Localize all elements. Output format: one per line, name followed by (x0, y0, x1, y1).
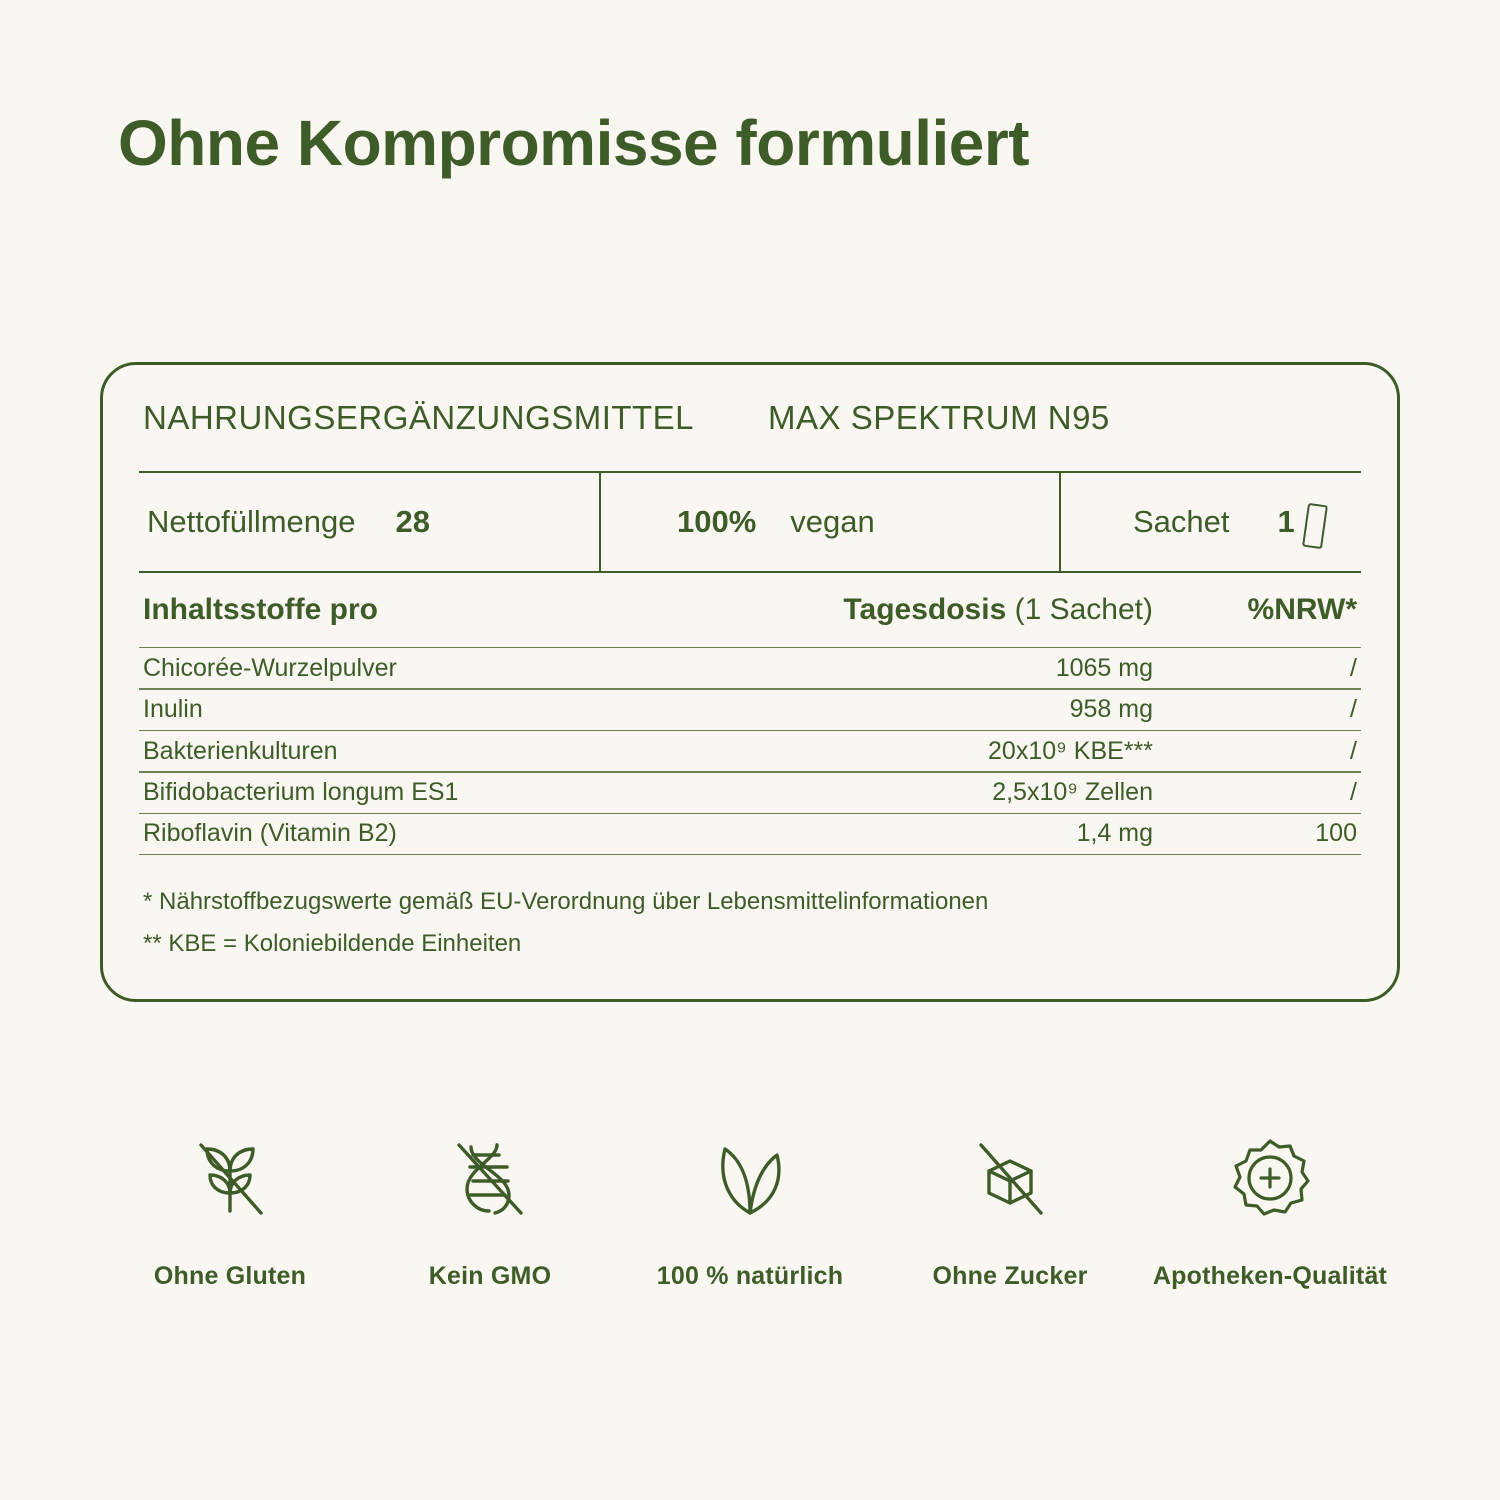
badge-100-natuerlich (620, 1120, 880, 1291)
column-header-daily-dose-rest: (1 Sachet) (1006, 593, 1153, 626)
ingredient-name: Riboflavin (Vitamin B2) (143, 819, 397, 848)
table-row (139, 731, 1361, 771)
dna-crossed-icon (437, 1120, 543, 1236)
ingredient-name: Bifidobacterium longum ES1 (143, 778, 459, 807)
trust-badges (100, 1120, 1400, 1291)
facts-strip (139, 473, 1361, 571)
ingredient-amount: 2,5x10⁹ Zellen (992, 778, 1153, 807)
badge-label: Ohne Zucker (932, 1262, 1088, 1290)
badge-label: Ohne Gluten (153, 1262, 307, 1290)
fact-sachet-value: 1 (1277, 504, 1295, 539)
page-title: Ohne Kompromisse formuliert (118, 107, 1030, 179)
table-row (139, 814, 1361, 854)
supplement-facts-panel (100, 362, 1400, 1002)
ingredients-table-body (139, 648, 1361, 855)
leaf-icon (697, 1120, 803, 1236)
fact-net-quantity-label: Nettofüllmenge (147, 504, 356, 539)
column-header-nrw: %NRW* (1247, 593, 1357, 626)
table-row (139, 648, 1361, 688)
fact-net-quantity-value: 28 (395, 504, 430, 539)
column-header-ingredients: Inhaltsstoffe pro (143, 593, 379, 626)
fact-vegan (599, 473, 1059, 571)
footnote-nrw: * Nährstoffbezugswerte gemäß EU-Verordnung über Lebensmittelinformationen (143, 888, 989, 916)
column-header-daily-dose-bold: Tagesdosis (843, 593, 1007, 626)
footnotes (139, 855, 1361, 965)
footnote-kbe: ** KBE = Koloniebildende Einheiten (143, 930, 522, 958)
pharmacy-seal-icon (1217, 1120, 1323, 1236)
ingredient-amount: 20x10⁹ KBE*** (988, 736, 1153, 765)
ingredient-name: Inulin (143, 695, 203, 724)
table-row (139, 690, 1361, 730)
panel-title-right: MAX SPEKTRUM N95 (768, 399, 1110, 436)
ingredient-nrw: / (1350, 778, 1357, 807)
ingredient-nrw: / (1350, 736, 1357, 765)
badge-label: Kein GMO (428, 1262, 552, 1290)
wheat-crossed-icon (177, 1120, 283, 1236)
fact-vegan-value: 100% (677, 504, 757, 539)
badge-kein-gmo (360, 1120, 620, 1291)
ingredient-nrw: 100 (1315, 819, 1357, 848)
panel-title-row (139, 365, 1361, 471)
table-row (139, 773, 1361, 813)
ingredient-name: Chicorée-Wurzelpulver (143, 653, 397, 682)
ingredient-nrw: / (1350, 695, 1357, 724)
fact-sachet (1059, 473, 1361, 571)
fact-sachet-label: Sachet (1133, 504, 1230, 539)
sugar-cube-crossed-icon (957, 1120, 1063, 1236)
ingredient-amount: 958 mg (1069, 695, 1153, 724)
panel-title-left: NAHRUNGSERGÄNZUNGSMITTEL (143, 399, 695, 436)
badge-label: Apotheken-Qualität (1152, 1262, 1388, 1290)
badge-ohne-zucker (880, 1120, 1140, 1291)
badge-ohne-gluten (100, 1120, 360, 1291)
fact-vegan-label: vegan (790, 504, 875, 539)
sachet-icon (1302, 503, 1328, 549)
ingredient-nrw: / (1350, 653, 1357, 682)
badge-label: 100 % natürlich (656, 1262, 844, 1290)
fact-net-quantity (139, 473, 599, 571)
ingredient-name: Bakterienkulturen (143, 736, 338, 765)
ingredient-amount: 1,4 mg (1076, 819, 1153, 848)
badge-apotheken-qualitaet (1140, 1120, 1400, 1291)
ingredient-amount: 1065 mg (1055, 653, 1153, 682)
column-header-daily-dose (843, 593, 1199, 627)
ingredients-table-header (139, 573, 1361, 647)
